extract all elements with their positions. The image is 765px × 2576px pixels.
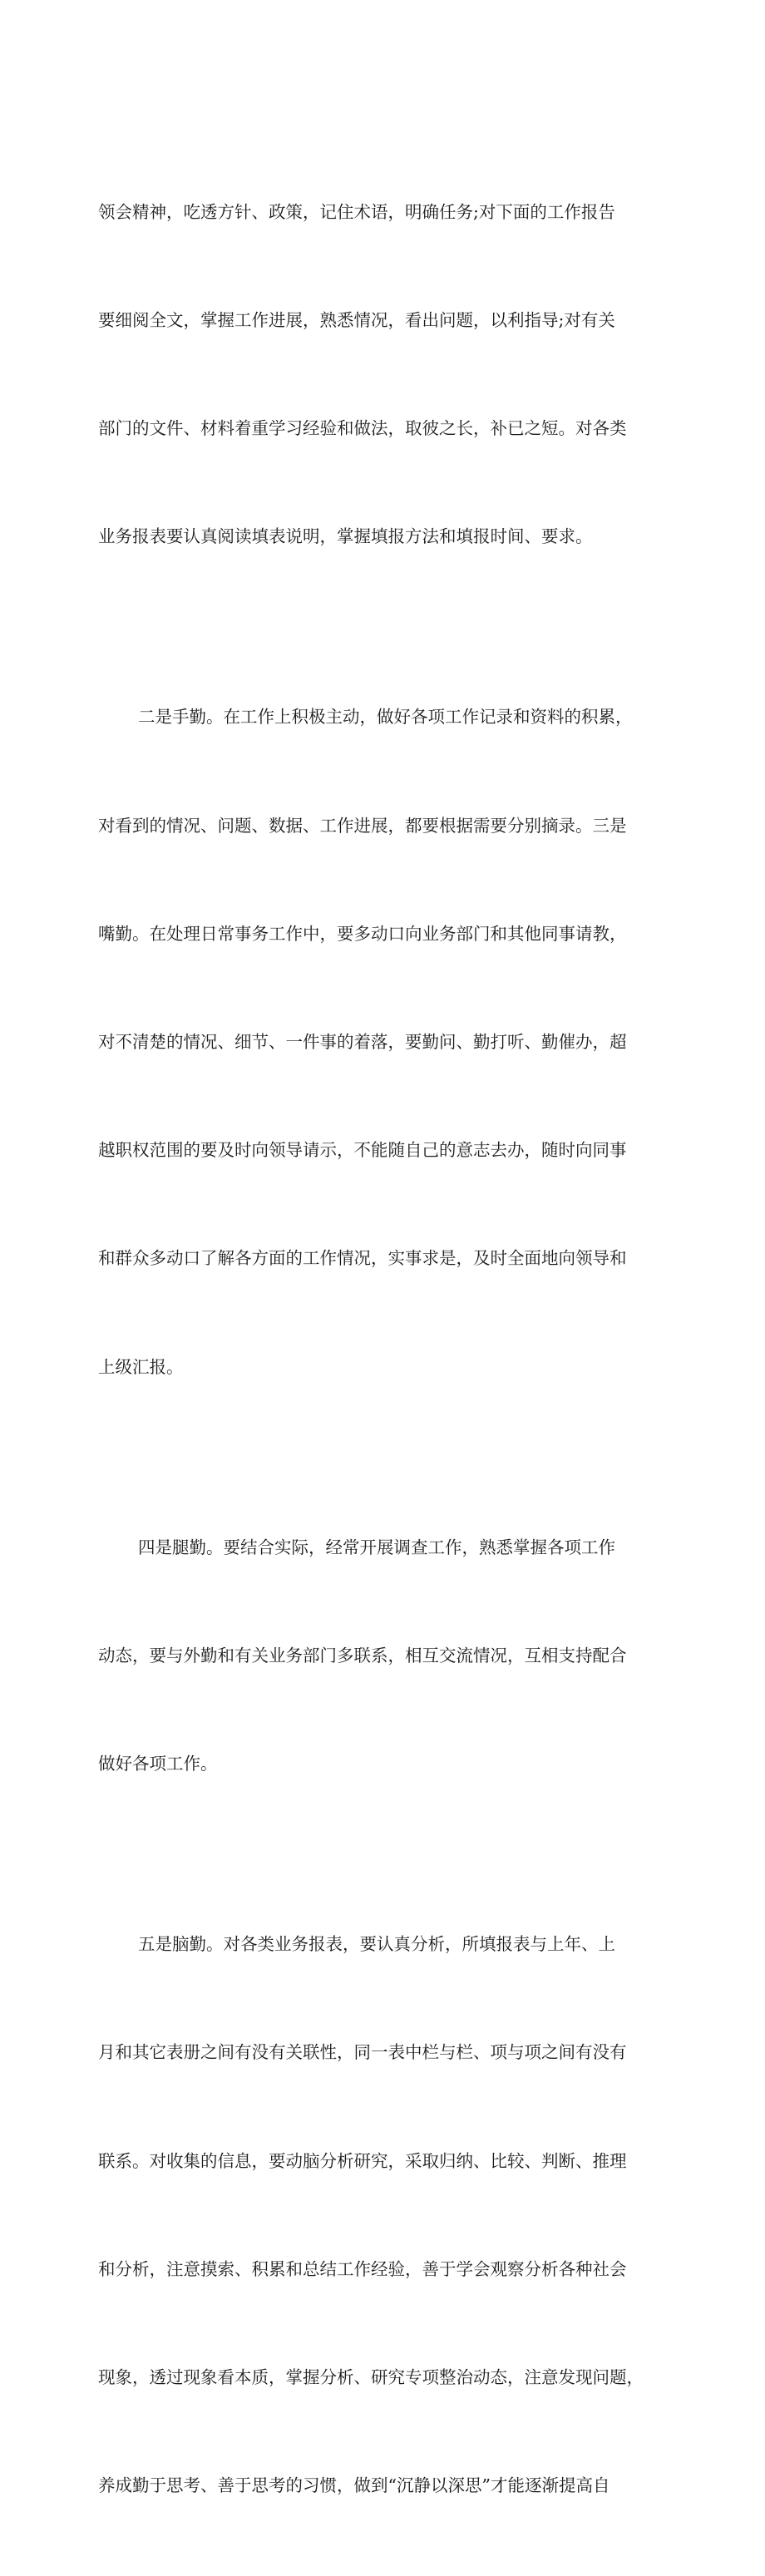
text-line: 养成勤于思考、善于思考的习惯，做到“沉静以深思”才能逐渐提高自 (98, 2475, 610, 2496)
text-line: 和分析，注意摸索、积累和总结工作经验，善于学会观察分析各种社会 (98, 2258, 627, 2279)
document-body (98, 122, 697, 2576)
text-line: 对看到的情况、问题、数据、工作进展，都要根据需要分别摘录。三是 (98, 815, 627, 836)
text-line: 动态，要与外勤和有关业务部门多联系，相互交流情况，互相支持配合 (98, 1645, 627, 1666)
text-line: 越职权范围的要及时向领导请示，不能随自己的意志去办，随时向同事 (98, 1140, 627, 1161)
text-line: 联系。对收集的信息，要动脑分析研究，采取归纳、比较、判断、推理 (98, 2150, 627, 2171)
paragraph-4 (98, 1854, 697, 2576)
text-line: 月和其它表册之间有没有关联性，同一表中栏与栏、项与项之间有没有 (98, 2042, 627, 2063)
paragraph-2 (98, 628, 697, 1458)
text-line: 现象，透过现象看本质，掌握分析、研究专项整治动态，注意发现问题， (98, 2366, 644, 2387)
paragraph-3 (98, 1458, 697, 1854)
text-line: 五是脑勤。对各类业务报表，要认真分析，所填报表与上年、上 (138, 1934, 615, 1955)
text-line: 做好各项工作。 (98, 1754, 218, 1774)
text-line: 要细阅全文，掌握工作进展，熟悉情况，看出问题，以利指导;对有关 (98, 310, 615, 331)
paragraph-1 (98, 122, 697, 628)
text-line: 对不清楚的情况、细节、一件事的着落，要勤问、勤打听、勤催办，超 (98, 1032, 627, 1053)
text-line: 上级汇报。 (98, 1356, 184, 1377)
text-line: 领会精神，吃透方针、政策，记住术语，明确任务;对下面的工作报告 (98, 201, 615, 222)
text-line: 四是腿勤。要结合实际，经常开展调查工作，熟悉掌握各项工作 (138, 1537, 615, 1557)
text-line: 部门的文件、材料着重学习经验和做法，取彼之长，补已之短。对各类 (98, 418, 627, 439)
text-line: 二是手勤。在工作上积极主动，做好各项工作记录和资料的积累， (138, 707, 633, 728)
text-line: 业务报表要认真阅读填表说明，掌握填报方法和填报时间、要求。 (98, 526, 593, 547)
text-line: 和群众多动口了解各方面的工作情况，实事求是，及时全面地向领导和 (98, 1248, 627, 1269)
text-line: 嘴勤。在处理日常事务工作中，要多动口向业务部门和其他同事请教， (98, 923, 627, 944)
